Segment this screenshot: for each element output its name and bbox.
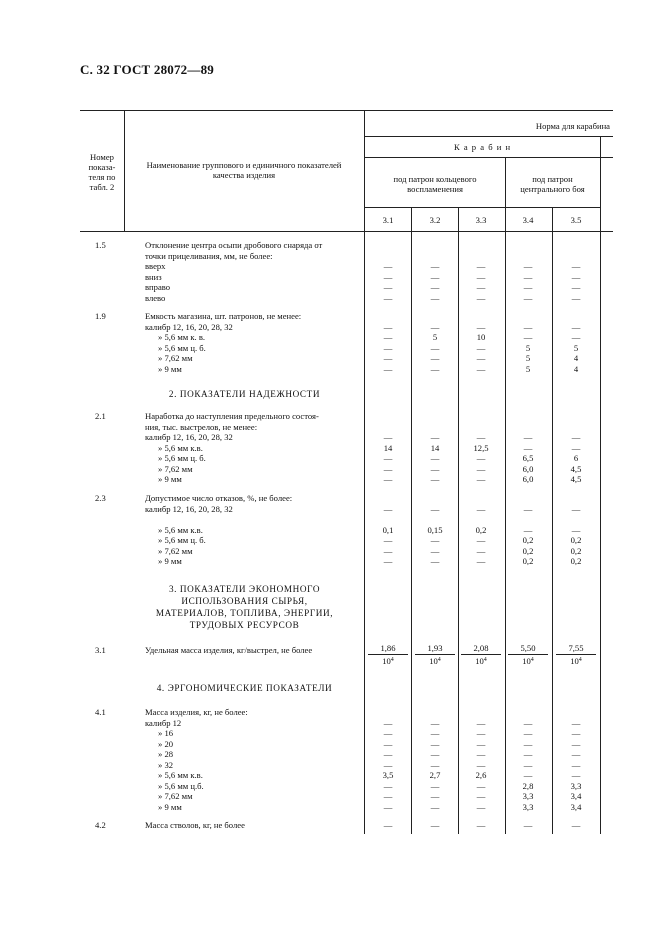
table-cell-value: 14 [383, 442, 393, 453]
table-cell-value: — [523, 749, 533, 759]
indicator-number: 2.3 [95, 493, 106, 503]
table-cell-value: — [523, 728, 533, 738]
table-cell-value: — [383, 292, 393, 303]
table-cell-value: — [476, 342, 486, 353]
header-subcol-3.5: 3.5 [570, 215, 582, 225]
table-cell-value: — [476, 545, 486, 556]
table-cell-value: — [571, 432, 581, 442]
indicator-text-line: калибр 12 [145, 717, 182, 728]
table-cell-value: — [476, 353, 486, 363]
table-cell-value: — [383, 463, 393, 474]
table-cell-value: 0,15 [427, 524, 443, 535]
table-cell-value: 5 [525, 363, 531, 374]
fraction-numerator: 5,50 [508, 643, 548, 655]
table-cell-value: 3,4 [570, 791, 582, 801]
header-norm-label: Норма для карабина [535, 121, 610, 131]
indicator-text-line: ния, тыс. выстрелов, не менее: [145, 421, 258, 432]
table-cell-value: — [383, 791, 393, 801]
table-cell-value: — [383, 556, 393, 566]
table-cell-value: — [383, 261, 393, 271]
table-cell-value: — [430, 282, 440, 292]
table-cell-value: — [383, 363, 393, 374]
table-cell-value: — [476, 282, 486, 292]
col-divider-33 [505, 157, 506, 834]
table-cell-value: — [476, 738, 486, 749]
table-cell-value: — [571, 442, 581, 453]
table-cell-value: — [430, 556, 440, 566]
table-cell-value: — [571, 261, 581, 271]
indicator-name: Удельная масса изделия, кг/выстрел, не более [145, 645, 313, 655]
table-cell-value: 6,0 [522, 474, 534, 484]
table-cell-value: — [571, 717, 581, 728]
fraction-base: 10 [475, 656, 484, 666]
table-cell-value: — [571, 820, 581, 830]
indicator-number: 2.1 [95, 411, 106, 421]
fraction-denominator [368, 655, 408, 666]
indicator-number: 1.5 [95, 240, 106, 250]
table-top-rule [80, 110, 613, 111]
indicator-text-line: Масса изделия, кг, не более: [145, 707, 248, 717]
table-cell-value: — [523, 820, 533, 830]
table-cell-value: — [476, 801, 486, 812]
table-cell-value: — [383, 282, 393, 292]
indicator-text-line: Отклонение центра осыпи дробового снаряда от [145, 240, 323, 250]
indicator-text-line: » 28 [158, 749, 174, 759]
fraction-numerator: 1,86 [368, 643, 408, 655]
table-cell-value: — [430, 535, 440, 545]
header-rimfire-label: под патрон кольцевого [393, 174, 477, 184]
header-number-label: Номер [90, 152, 114, 162]
table-cell-value: — [476, 780, 486, 791]
table-cell-value: — [430, 717, 440, 728]
table-cell-value: — [430, 780, 440, 791]
fraction-exponent: 4 [437, 657, 441, 663]
table-cell-value: — [476, 503, 486, 514]
carbine-rule [365, 157, 613, 158]
header-carbine-label: К а р а б и н [453, 142, 512, 152]
indicator-text-line: » 32 [158, 759, 174, 770]
table-cell-value: — [383, 503, 393, 514]
table-cell-value: — [430, 261, 440, 271]
table-cell-value: — [476, 463, 486, 474]
table-cell-value: — [430, 791, 440, 801]
table-cell-value: — [383, 780, 393, 791]
table-cell-value: — [476, 453, 486, 463]
table-cell-value: 2,6 [475, 770, 487, 780]
table-cell-value: 0,2 [570, 545, 582, 556]
norm-rule [365, 136, 613, 137]
section-title-line: 3. ПОКАЗАТЕЛИ ЭКОНОМНОГО [168, 584, 321, 594]
table-cell-value: — [476, 717, 486, 728]
table-cell-value: 4 [573, 363, 579, 374]
table-cell-value: — [383, 321, 393, 332]
table-cell-value: — [430, 474, 440, 484]
table-cell-value: 5 [573, 342, 579, 353]
indicator-text-line: » 7,62 мм [158, 791, 193, 801]
table-cell-value: — [430, 363, 440, 374]
fraction-denominator [508, 655, 548, 666]
table-cell-value: — [430, 749, 440, 759]
table-cell-value: — [430, 728, 440, 738]
table-cell-value: — [476, 321, 486, 332]
col-divider-31 [411, 207, 412, 834]
col-divider-number [124, 110, 125, 231]
col-divider-35 [600, 136, 601, 834]
indicator-text-line: » 16 [158, 728, 174, 738]
indicator-text-line: » 9 мм [158, 556, 182, 566]
table-cell-value: 14 [430, 442, 440, 453]
table-cell-value: — [430, 292, 440, 303]
table-cell-value: — [383, 759, 393, 770]
indicator-number: 1.9 [95, 311, 106, 321]
table-cell-value: 12,5 [473, 442, 489, 453]
table-cell-value: — [383, 453, 393, 463]
table-cell-value: — [383, 545, 393, 556]
indicator-text-line: » 5,6 мм ц. б. [158, 535, 206, 545]
table-cell-value: — [523, 759, 533, 770]
table-cell-value: — [523, 442, 533, 453]
indicator-text-line: » 5,6 мм к.в. [158, 442, 203, 453]
table-cell-value: — [383, 271, 393, 282]
table-cell-value: — [476, 820, 486, 830]
table-cell-value: — [476, 556, 486, 566]
fraction-denominator [556, 655, 596, 666]
fraction-value [415, 643, 455, 666]
table-cell-value: — [383, 432, 393, 442]
page-header: С. 32 ГОСТ 28072—89 [80, 62, 214, 77]
table-cell-value: — [476, 759, 486, 770]
table-cell-value: — [571, 749, 581, 759]
subhead-rule [365, 207, 600, 208]
fraction-value [508, 643, 548, 666]
table-cell-value: 3,5 [382, 770, 394, 780]
table-cell-value: — [523, 717, 533, 728]
col-divider-32 [458, 207, 459, 834]
table-cell-value: — [430, 759, 440, 770]
indicator-number: 3.1 [95, 645, 106, 655]
indicator-text-line: » 9 мм [158, 474, 182, 484]
table-cell-value: — [571, 282, 581, 292]
table-cell-value: — [430, 801, 440, 812]
header-subcol-3.1: 3.1 [382, 215, 394, 225]
table-cell-value: — [383, 717, 393, 728]
table-cell-value: 3,3 [522, 801, 534, 812]
table-cell-value: — [430, 545, 440, 556]
table-cell-value: — [523, 503, 533, 514]
indicator-text-line: » 5,6 мм к.в. [158, 524, 203, 535]
table-cell-value: 4,5 [570, 463, 582, 474]
header-number-label: показа- [88, 162, 116, 172]
header-subcol-3.2: 3.2 [429, 215, 441, 225]
table-cell-value: — [476, 474, 486, 484]
table-cell-value: — [383, 820, 393, 830]
table-cell-value: 4 [573, 353, 579, 363]
fraction-numerator: 2,08 [461, 643, 501, 655]
table-cell-value: — [523, 292, 533, 303]
table-cell-value: 0,2 [570, 535, 582, 545]
fraction-exponent: 4 [578, 657, 582, 663]
table-cell-value: — [383, 332, 393, 342]
section-title: 2. ПОКАЗАТЕЛИ НАДЕЖНОСТИ [168, 389, 321, 399]
indicator-text-line: » 5,6 мм ц. б. [158, 342, 206, 353]
table-cell-value: — [383, 738, 393, 749]
table-cell-value: — [523, 738, 533, 749]
table-cell-value: — [571, 759, 581, 770]
fraction-denominator [415, 655, 455, 666]
fraction-exponent: 4 [530, 657, 534, 663]
table-cell-value: 0,2 [522, 535, 534, 545]
table-cell-value: — [523, 271, 533, 282]
indicator-text-line: вверх [145, 261, 166, 271]
fraction-base: 10 [522, 656, 531, 666]
table-cell-value: — [571, 770, 581, 780]
header-subcol-3.3: 3.3 [475, 215, 487, 225]
table-cell-value: — [430, 820, 440, 830]
table-cell-value: — [383, 801, 393, 812]
indicator-text-line: точки прицеливания, мм, не более: [145, 250, 273, 261]
header-centerfire-label: центрального боя [520, 184, 585, 194]
indicator-text-line: вниз [145, 271, 162, 282]
table-cell-value: — [571, 332, 581, 342]
indicator-text-line: Емкость магазина, шт. патронов, не менее: [145, 311, 302, 321]
section-title-line: ТРУДОВЫХ РЕСУРСОВ [189, 620, 300, 630]
indicator-text-line: » 20 [158, 738, 174, 749]
table-cell-value: 5 [432, 332, 438, 342]
table-head-bottom-rule [80, 231, 613, 232]
col-divider-34 [552, 207, 553, 834]
indicator-number: 4.1 [95, 707, 106, 717]
table-cell-value: 4,5 [570, 474, 582, 484]
table-cell-value: — [383, 353, 393, 363]
table-cell-value: 0,2 [522, 545, 534, 556]
section-title: 4. ЭРГОНОМИЧЕСКИЕ ПОКАЗАТЕЛИ [156, 683, 333, 693]
fraction-numerator: 1,93 [415, 643, 455, 655]
indicator-text-line: » 7,62 мм [158, 545, 193, 556]
table-cell-value: 3,3 [570, 780, 582, 791]
table-cell-value: — [523, 282, 533, 292]
header-number-label: табл. 2 [89, 182, 115, 192]
table-cell-value: — [430, 453, 440, 463]
indicator-text-line: » 5,6 мм ц. б. [158, 453, 206, 463]
table-cell-value: — [383, 728, 393, 738]
table-cell-value: — [430, 342, 440, 353]
table-cell-value: 3,3 [522, 791, 534, 801]
table-cell-value: — [383, 342, 393, 353]
table-cell-value: — [523, 321, 533, 332]
fraction-exponent: 4 [390, 657, 394, 663]
header-number-label: теля по [88, 172, 116, 182]
fraction-base: 10 [570, 656, 579, 666]
header-name-label: качества изделия [212, 170, 276, 180]
table-cell-value: — [383, 474, 393, 484]
table-cell-value: — [476, 261, 486, 271]
header-rimfire-label: воспламенения [407, 184, 463, 194]
indicator-text-line: » 5,6 мм ц.б. [158, 780, 204, 791]
table-cell-value: — [383, 535, 393, 545]
table-cell-value: 10 [476, 332, 486, 342]
table-cell-value: — [430, 353, 440, 363]
table-cell-value: — [430, 432, 440, 442]
table-cell-value: — [571, 271, 581, 282]
table-cell-value: — [571, 738, 581, 749]
table-cell-value: — [430, 463, 440, 474]
section-title-line: ИСПОЛЬЗОВАНИЯ СЫРЬЯ, [181, 596, 308, 606]
fraction-numerator: 7,55 [556, 643, 596, 655]
table-cell-value: — [523, 432, 533, 442]
indicator-text-line: Масса стволов, кг, не более [145, 820, 245, 830]
table-cell-value: 0,1 [382, 524, 394, 535]
indicator-text-line: калибр 12, 16, 20, 28, 32 [145, 432, 233, 442]
indicator-text-line: » 5,6 мм к. в. [158, 332, 206, 342]
table-cell-value: 5 [525, 353, 531, 363]
table-cell-value: — [571, 503, 581, 514]
table-cell-value: — [523, 261, 533, 271]
indicator-text-line: » 5,6 мм к.в. [158, 770, 203, 780]
table-cell-value: 6,5 [522, 453, 534, 463]
table-cell-value: — [523, 524, 533, 535]
table-cell-value: — [523, 332, 533, 342]
table-cell-value: 5 [525, 342, 531, 353]
table-cell-value: — [571, 292, 581, 303]
indicator-number: 4.2 [95, 820, 106, 830]
indicator-text-line: » 7,62 мм [158, 463, 193, 474]
indicator-text-line: » 9 мм [158, 363, 182, 374]
table-cell-value: — [430, 271, 440, 282]
fraction-base: 10 [382, 656, 391, 666]
fraction-denominator [461, 655, 501, 666]
header-centerfire-label: под патрон [532, 174, 573, 184]
col-divider-name [364, 110, 365, 834]
table-cell-value: 2,8 [522, 780, 534, 791]
table-cell-value: 3,4 [570, 801, 582, 812]
table-cell-value: 0,2 [570, 556, 582, 566]
table-cell-value: — [476, 535, 486, 545]
table-cell-value: — [430, 503, 440, 514]
table-cell-value: — [523, 770, 533, 780]
indicator-text-line: » 7,62 мм [158, 353, 193, 363]
table-cell-value: — [571, 321, 581, 332]
table-cell-value: 0,2 [522, 556, 534, 566]
header-name-label: Наименование группового и единичного показателей [146, 160, 342, 170]
table-cell-value: — [476, 363, 486, 374]
table-cell-value: — [476, 749, 486, 759]
table-cell-value: — [476, 432, 486, 442]
table-cell-value: 6 [573, 453, 579, 463]
indicator-text-line: калибр 12, 16, 20, 28, 32 [145, 503, 233, 514]
fraction-base: 10 [429, 656, 438, 666]
table-cell-value: — [430, 738, 440, 749]
indicator-text-line: Наработка до наступления предельного состоя- [145, 411, 319, 421]
table-cell-value: — [476, 292, 486, 303]
indicator-text-line: Допустимое число отказов, %, не более: [145, 493, 293, 503]
table-cell-value: 6,0 [522, 463, 534, 474]
section-title-line: МАТЕРИАЛОВ, ТОПЛИВА, ЭНЕРГИИ, [155, 608, 334, 618]
table-cell-value: — [476, 791, 486, 801]
table-cell-value: — [476, 271, 486, 282]
fraction-value [368, 643, 408, 666]
fraction-exponent: 4 [483, 657, 487, 663]
table-cell-value: — [571, 524, 581, 535]
table-cell-value: — [383, 749, 393, 759]
header-subcol-3.4: 3.4 [522, 215, 534, 225]
indicator-text-line: калибр 12, 16, 20, 28, 32 [145, 321, 233, 332]
fraction-value [556, 643, 596, 666]
table-cell-value: — [571, 728, 581, 738]
indicator-text-line: влево [145, 292, 166, 303]
fraction-value [461, 643, 501, 666]
indicator-text-line: вправо [145, 282, 171, 292]
table-cell-value: 0,2 [475, 524, 487, 535]
table-cell-value: — [430, 321, 440, 332]
indicator-text-line: » 9 мм [158, 801, 182, 812]
table-cell-value: 2,7 [429, 770, 441, 780]
table-cell-value: — [476, 728, 486, 738]
